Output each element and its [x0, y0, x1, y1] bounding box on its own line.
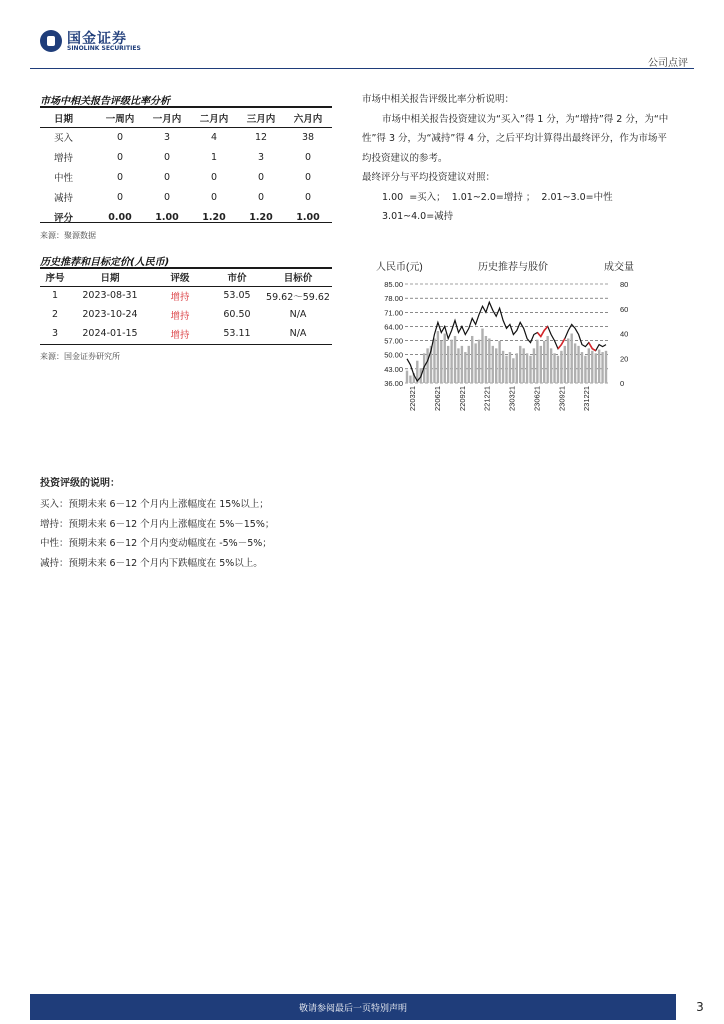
- chart-volume-bar: [553, 353, 555, 383]
- chart-volume-bar: [605, 351, 607, 383]
- chart-xtick: 230321: [507, 385, 517, 411]
- logo-cn: 国金证券: [67, 31, 127, 47]
- table-row: [40, 127, 332, 147]
- ratings-def-item: 增持：预期未来 6－12 个月内上涨幅度在 5%－15%；: [40, 518, 275, 530]
- chart-volume-bar: [516, 353, 518, 383]
- chart-volume-bar: [461, 346, 463, 383]
- chart-ytick-left: 57.00: [384, 336, 403, 346]
- chart-ytick-right: 80: [620, 280, 629, 289]
- chart-volume-bar: [529, 356, 531, 383]
- chart-volume-bar: [488, 338, 490, 383]
- chart-ylabel-right: 成交量: [604, 262, 634, 273]
- chart-volume-bar: [464, 352, 466, 383]
- chart-volume-bar: [426, 348, 428, 383]
- chart-volume-bar: [512, 358, 514, 383]
- col-header: 一周内: [105, 113, 135, 125]
- rating-stats-bottom-rule: [40, 222, 332, 223]
- chart-volume-bar: [557, 356, 559, 383]
- chart-volume-bar: [591, 351, 593, 383]
- history-price-cell: 60.50: [223, 309, 251, 320]
- chart-volume-bar: [485, 336, 487, 383]
- logo-mark-icon: [40, 30, 62, 52]
- col-header: 日期: [54, 113, 74, 125]
- chart-volume-bar: [577, 346, 579, 383]
- ratings-def-title: 投资评级的说明：: [40, 478, 120, 489]
- chart-volume-bar: [509, 352, 511, 383]
- chart-xtick: 230921: [557, 385, 567, 411]
- table-cell: 1.20: [249, 211, 273, 223]
- col-header: 三月内: [246, 113, 276, 125]
- table-cell: 1.20: [202, 211, 226, 223]
- chart-volume-bar: [588, 348, 590, 383]
- company-logo: [40, 28, 150, 54]
- chart-volume-bar: [533, 348, 535, 383]
- table-row: [40, 147, 332, 167]
- chart-volume-bar: [570, 334, 572, 384]
- history-no-cell: 3: [51, 328, 59, 339]
- table-cell: 12: [254, 131, 268, 143]
- col-header: 日期: [100, 273, 120, 284]
- chart-xtick: 221221: [482, 385, 492, 411]
- table-cell: 1: [210, 151, 218, 163]
- chart-volume-bar: [450, 340, 452, 383]
- row-label: 评分: [54, 213, 74, 224]
- chart-ytick-right: 20: [620, 354, 629, 364]
- chart-volume-bar: [522, 348, 524, 383]
- chart-volume-bar: [584, 356, 586, 383]
- footer-bar: [30, 994, 676, 1020]
- chart-volume-bar: [574, 343, 576, 383]
- col-header: 评级: [170, 273, 190, 284]
- chart-ytick-left: 43.00: [384, 364, 403, 374]
- chart-volume-bar: [406, 371, 408, 383]
- explanation-mapping-title: 最终评分与平均投资建议对照：: [362, 172, 496, 183]
- doc-type: 公司点评: [648, 58, 688, 69]
- chart-volume-bar: [440, 341, 442, 383]
- chart-volume-bar: [543, 341, 545, 383]
- history-no-cell: 2: [51, 309, 59, 320]
- col-header: 一月内: [152, 113, 182, 125]
- table-cell: 3: [257, 151, 265, 163]
- table-row: [40, 324, 332, 343]
- table-cell: 0: [163, 171, 171, 183]
- rating-stats-source: 来源：聚源数据: [40, 231, 96, 240]
- chart-volume-bar: [498, 341, 500, 383]
- history-title: 历史推荐和目标定价(人民币): [40, 257, 170, 268]
- chart-volume-bar: [492, 346, 494, 383]
- chart-volume-bar: [444, 334, 446, 384]
- col-header: 序号: [45, 273, 65, 284]
- history-rating-cell: 增持: [170, 291, 190, 303]
- table-row: [40, 187, 332, 207]
- table-cell: 0: [257, 171, 265, 183]
- table-row: [40, 286, 332, 305]
- ratings-def-item: 减持：预期未来 6－12 个月内下跌幅度在 5%以上。: [40, 558, 263, 570]
- table-cell: 0: [116, 151, 124, 163]
- chart-title: 历史推荐与股价: [478, 262, 548, 273]
- history-price-cell: 53.05: [223, 290, 251, 301]
- chart-xtick: 220321: [408, 385, 417, 411]
- history-target-cell: N/A: [289, 309, 307, 320]
- chart-volume-bar: [454, 336, 456, 383]
- row-label: 买入: [54, 133, 74, 144]
- chart-volume-bar: [433, 338, 435, 383]
- table-cell: 0: [304, 151, 312, 163]
- chart-ytick-right: 60: [620, 304, 629, 314]
- table-row: [40, 207, 332, 227]
- chart-volume-bar: [526, 353, 528, 383]
- table-cell: 4: [210, 131, 218, 143]
- chart-volume-bar: [457, 348, 459, 383]
- explanation-mapping-1: 1.00 =买入； 1.01~2.0=增持 ； 2.01~3.0=中性: [382, 191, 613, 203]
- chart-recommendation-mark: [537, 326, 547, 336]
- row-label: 减持: [54, 193, 74, 204]
- table-row: [40, 167, 332, 187]
- history-rating-cell: 增持: [170, 310, 190, 322]
- table-cell: 0: [210, 191, 218, 203]
- col-header: 市价: [227, 273, 247, 284]
- history-header-row: [40, 268, 332, 286]
- history-target-cell: 59.62～59.62: [266, 291, 330, 303]
- col-header: 目标价: [283, 273, 313, 284]
- explanation-mapping-2: 3.01~4.0=减持: [382, 211, 454, 222]
- chart-ytick-right: 0: [620, 379, 625, 388]
- history-date-cell: 2023-10-24: [82, 309, 138, 320]
- chart-volume-bar: [481, 329, 483, 383]
- explanation-body: 市场中相关报告投资建议为“买入”得 1 分，为“增持”得 2 分，为“中性”得 3 分，为“减持”得 4 分，之后平均计算得出最终评分，作为市场平均投资建议的参考。: [362, 113, 669, 164]
- chart-ytick-left: 50.00: [384, 350, 403, 360]
- chart-volume-bar: [495, 348, 497, 383]
- logo-en: SINOLINK SECURITIES: [67, 45, 141, 52]
- chart-volume-bar: [502, 351, 504, 383]
- rating-stats-title: 市场中相关报告评级比率分析: [40, 96, 170, 107]
- table-row: [40, 305, 332, 324]
- chart-volume-bar: [540, 346, 542, 383]
- price-history-chart: [372, 258, 642, 414]
- ratings-def-item: 中性：预期未来 6－12 个月内变动幅度在 -5%－5%；: [40, 538, 272, 550]
- rating-stats-header-row: [40, 108, 332, 127]
- chart-xtick: 231221: [582, 385, 592, 411]
- table-cell: 3: [163, 131, 171, 143]
- history-date-cell: 2023-08-31: [82, 290, 138, 301]
- table-cell: 0: [116, 131, 124, 143]
- chart-xtick: 230621: [532, 385, 542, 411]
- chart-volume-bar: [505, 356, 507, 383]
- history-date-cell: 2024-01-15: [82, 328, 138, 339]
- chart-volume-bar: [598, 350, 600, 383]
- table-cell: 0: [116, 191, 124, 203]
- chart-volume-bar: [471, 336, 473, 383]
- chart-volume-bar: [478, 340, 480, 383]
- history-source: 来源：国金证券研究所: [40, 352, 120, 361]
- chart-ytick-left: 78.00: [384, 294, 403, 304]
- chart-volume-bar: [560, 351, 562, 383]
- history-target-cell: N/A: [289, 328, 307, 339]
- table-cell: 0: [116, 171, 124, 183]
- explanation-title: 市场中相关报告评级比率分析说明：: [362, 94, 515, 105]
- chart-ylabel-left: 人民币(元): [376, 262, 423, 273]
- table-cell: 0: [163, 191, 171, 203]
- table-cell: 38: [301, 131, 315, 143]
- row-label: 中性: [54, 173, 74, 184]
- col-header: 六月内: [293, 113, 323, 125]
- chart-ytick-left: 71.00: [384, 308, 403, 318]
- chart-volume-bar: [550, 348, 552, 383]
- table-cell: 0.00: [108, 211, 132, 223]
- history-table: [40, 268, 332, 343]
- rating-stats-table: [40, 108, 332, 227]
- header-rule: [30, 68, 694, 69]
- history-price-cell: 53.11: [223, 328, 251, 339]
- chart-volume-bar: [519, 346, 521, 383]
- chart-volume-bar: [567, 338, 569, 383]
- history-rating-cell: 增持: [170, 329, 190, 341]
- chart-volume-bar: [447, 346, 449, 383]
- chart-volume-bar: [564, 346, 566, 383]
- chart-volume-bar: [437, 331, 439, 383]
- history-no-cell: 1: [51, 290, 59, 301]
- footer-text: 敬请参阅最后一页特别声明: [298, 1004, 407, 1014]
- chart-volume-bar: [581, 352, 583, 383]
- explanation-block: [362, 90, 674, 227]
- chart-xtick: 220621: [432, 385, 442, 411]
- col-header: 二月内: [199, 113, 229, 125]
- rating-stats-header-rule: [40, 127, 332, 128]
- row-label: 增持: [54, 153, 74, 164]
- chart-volume-bar: [468, 346, 470, 383]
- ratings-def-item: 买入：预期未来 6－12 个月内上涨幅度在 15%以上；: [40, 499, 269, 510]
- chart-ytick-left: 36.00: [384, 379, 403, 388]
- table-cell: 0: [257, 191, 265, 203]
- chart-volume-bar: [536, 340, 538, 383]
- page-number: 3: [696, 1000, 704, 1014]
- table-cell: 1.00: [296, 211, 320, 223]
- chart-volume-bar: [409, 376, 411, 383]
- chart-volume-bar: [595, 353, 597, 383]
- table-cell: 0: [304, 191, 312, 203]
- chart-xtick: 220921: [457, 385, 467, 411]
- history-header-rule: [40, 286, 332, 287]
- table-cell: 0: [210, 171, 218, 183]
- chart-ytick-left: 64.00: [384, 322, 403, 332]
- ratings-def-list: [40, 495, 274, 574]
- chart-volume-bar: [601, 352, 603, 383]
- table-cell: 0: [304, 171, 312, 183]
- chart-svg: [372, 258, 642, 414]
- table-cell: 1.00: [155, 211, 179, 223]
- chart-ytick-right: 40: [620, 329, 629, 339]
- chart-volume-bar: [546, 336, 548, 383]
- history-bottom-rule: [40, 344, 332, 345]
- table-cell: 0: [163, 151, 171, 163]
- chart-volume-bar: [474, 343, 476, 383]
- chart-ytick-left: 85.00: [384, 280, 403, 289]
